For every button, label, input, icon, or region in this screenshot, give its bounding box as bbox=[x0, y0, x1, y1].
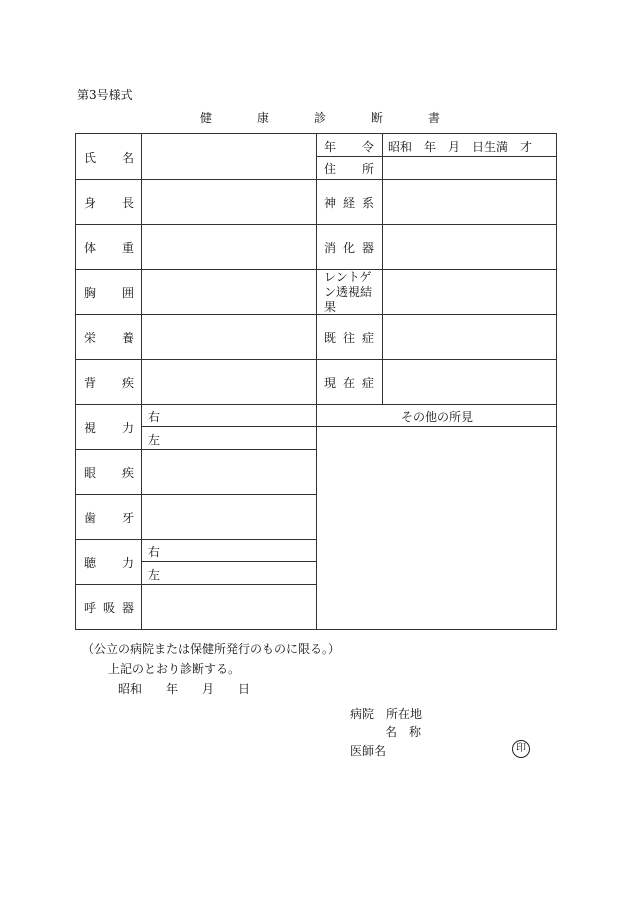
column-divider bbox=[382, 133, 383, 404]
date-line: 昭和 年 月 日 bbox=[118, 682, 251, 696]
medical-history-label: 既 往 症 bbox=[324, 331, 374, 345]
xray-label: レントゲ ン透視結 果 bbox=[324, 270, 373, 314]
hospital-address-label: 病院 所在地 bbox=[350, 707, 423, 721]
weight-label: 体 重 bbox=[84, 241, 134, 255]
height-label: 身 長 bbox=[84, 196, 134, 210]
row-divider bbox=[75, 584, 317, 585]
title-char: 断 bbox=[370, 111, 383, 125]
table-border bbox=[556, 133, 557, 630]
row-divider bbox=[316, 426, 557, 427]
current-illness-label: 現 在 症 bbox=[324, 376, 374, 390]
age-label: 年 令 bbox=[324, 140, 374, 154]
spine-label: 背 疾 bbox=[84, 376, 134, 390]
age-value: 昭和 年 月 日生満 才 bbox=[388, 140, 533, 154]
vision-right-label: 右 bbox=[148, 410, 161, 424]
address-label: 住 所 bbox=[324, 162, 374, 176]
nervous-system-label: 神 経 系 bbox=[324, 196, 374, 210]
hospital-name-label: 名 称 bbox=[385, 725, 422, 739]
other-findings-label: その他の所見 bbox=[400, 410, 473, 424]
diagnosis-statement: 上記のとおり診断する。 bbox=[108, 662, 241, 676]
vision-label: 視 力 bbox=[84, 421, 134, 435]
title-char: 診 bbox=[313, 111, 326, 125]
title-char: 書 bbox=[427, 111, 440, 125]
row-divider bbox=[75, 449, 317, 450]
hearing-left-label: 左 bbox=[148, 568, 161, 582]
doctor-name-label: 医師名 bbox=[350, 744, 387, 758]
row-divider bbox=[141, 426, 317, 427]
digestive-label: 消 化 器 bbox=[324, 241, 374, 255]
table-border bbox=[75, 133, 76, 630]
row-divider bbox=[75, 539, 317, 540]
eye-disease-label: 眼 疾 bbox=[84, 466, 134, 480]
title-char: 健 bbox=[200, 111, 213, 125]
column-divider bbox=[141, 133, 142, 630]
respiratory-label: 呼 吸 器 bbox=[84, 601, 134, 615]
vision-left-label: 左 bbox=[148, 433, 161, 447]
hearing-label: 聴 力 bbox=[84, 556, 134, 570]
column-divider bbox=[316, 133, 317, 630]
nutrition-label: 栄 養 bbox=[84, 331, 134, 345]
chest-label: 胸 囲 bbox=[84, 286, 134, 300]
name-label: 氏 名 bbox=[84, 151, 134, 165]
title-char: 康 bbox=[256, 111, 269, 125]
form-number: 第3号様式 bbox=[77, 88, 133, 102]
row-divider bbox=[141, 561, 317, 562]
hearing-right-label: 右 bbox=[148, 545, 161, 559]
row-divider bbox=[75, 494, 317, 495]
row-divider bbox=[316, 156, 557, 157]
teeth-label: 歯 牙 bbox=[84, 511, 134, 525]
seal-icon: 印 bbox=[512, 740, 530, 758]
issuer-note: （公立の病院または保健所発行のものに限る。） bbox=[82, 642, 341, 656]
document-title bbox=[200, 109, 440, 126]
